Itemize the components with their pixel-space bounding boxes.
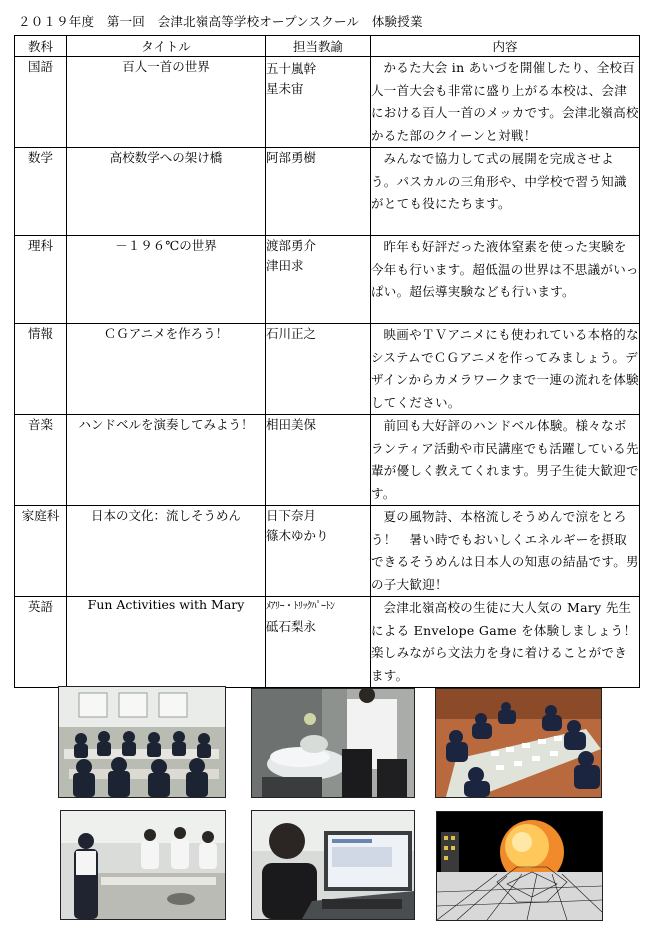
classroom-photo [58, 686, 226, 798]
teacher-name: 相田美保 [266, 417, 317, 432]
table-row [15, 597, 640, 688]
karuta-photo [435, 688, 602, 798]
description-cell: 夏の風物詩、本格流しそうめんで涼をとろう！ 暑い時でもおいしくエネルギーを摂取できるそうめんは日本人の知恵の結晶です。男の子大歓迎！ [371, 506, 640, 597]
description-cell: 映画やＴＶアニメにも使われている本格的なシステムでＣＧアニメを作ってみましょう。デザインからカメラワークまで一連の流れを体験してください。 [371, 324, 640, 415]
subject-cell: 数学 [15, 148, 67, 236]
title-cell: 日本の文化：流しそうめん [67, 506, 266, 597]
description-cell: みんなで協力して式の展開を完成させよう。パスカルの三角形や、中学校で習う知識がとても役にたちます。 [371, 148, 640, 236]
page-title: ２０１９年度 第一回 会津北嶺高等学校オープンスクール 体験授業 [18, 14, 423, 29]
header-subject: 教科 [15, 36, 67, 57]
title-cell: 百人一首の世界 [67, 57, 266, 148]
subject-cell: 情報 [15, 324, 67, 415]
header-title: タイトル [67, 36, 266, 57]
cooking-photo [60, 810, 226, 920]
table-row [15, 324, 640, 415]
table-header-row [15, 36, 640, 57]
teacher-name: 阿部勇樹 [266, 150, 317, 165]
subject-cell: 家庭科 [15, 506, 67, 597]
teachers-cell [266, 597, 371, 688]
description-cell: 前回も大好評のハンドベル体験。様々なボランティア活動や市民講座でも活躍している先輩が優しく教えてくれます。男子生徒大歓迎です。 [371, 415, 640, 506]
subject-cell: 英語 [15, 597, 67, 688]
teacher-name: 渡部勇介 [266, 238, 317, 253]
title-cell: ＣＧアニメを作ろう！ [67, 324, 266, 415]
title-cell: Fun Activities with Mary [67, 597, 266, 688]
teacher-name: 篠木ゆかり [266, 528, 329, 543]
teachers-cell [266, 236, 371, 324]
table-row [15, 415, 640, 506]
teacher-name: 砥石梨永 [266, 619, 317, 634]
lesson-table [14, 35, 640, 688]
description-cell: かるた大会 in あいづを開催したり、全校百人一首大会も非常に盛り上がる本校は、会津における百人一首のメッカです。会津北嶺高校かるた部のクイーンと対戦！ [371, 57, 640, 148]
teachers-cell [266, 415, 371, 506]
teachers-cell [266, 324, 371, 415]
science-experiment-photo [251, 688, 415, 798]
header-teachers: 担当教諭 [266, 36, 371, 57]
computer-photo [251, 810, 415, 920]
header-description: 内容 [371, 36, 640, 57]
teacher-name: 日下奈月 [266, 508, 317, 523]
teachers-cell [266, 57, 371, 148]
teacher-name: 星未宙 [266, 81, 304, 96]
teacher-name: 石川正之 [266, 326, 317, 341]
description-cell: 昨年も好評だった液体窒素を使った実験を今年も行います。超低温の世界は不思議がいっぱい。超伝導実験なども行います。 [371, 236, 640, 324]
subject-cell: 理科 [15, 236, 67, 324]
title-cell: 高校数学への架け橋 [67, 148, 266, 236]
teacher-name: ﾒｱﾘｰ・ﾄﾘｯｸﾊﾟｰﾄﾝ [266, 601, 335, 612]
title-cell: ハンドベルを演奏してみよう！ [67, 415, 266, 506]
subject-cell: 音楽 [15, 415, 67, 506]
teachers-cell [266, 148, 371, 236]
table-row [15, 236, 640, 324]
cg-render-photo [436, 811, 603, 921]
teacher-name: 津田求 [266, 258, 304, 273]
description-cell: 会津北嶺高校の生徒に大人気の Mary 先生による Envelope Game を体験しましょう！楽しみながら文法力を身に着けることができます。 [371, 597, 640, 688]
title-cell: －１９６℃の世界 [67, 236, 266, 324]
table-row [15, 148, 640, 236]
teachers-cell [266, 506, 371, 597]
subject-cell: 国語 [15, 57, 67, 148]
table-row [15, 57, 640, 148]
teacher-name: 五十嵐幹 [266, 61, 317, 76]
table-row [15, 506, 640, 597]
